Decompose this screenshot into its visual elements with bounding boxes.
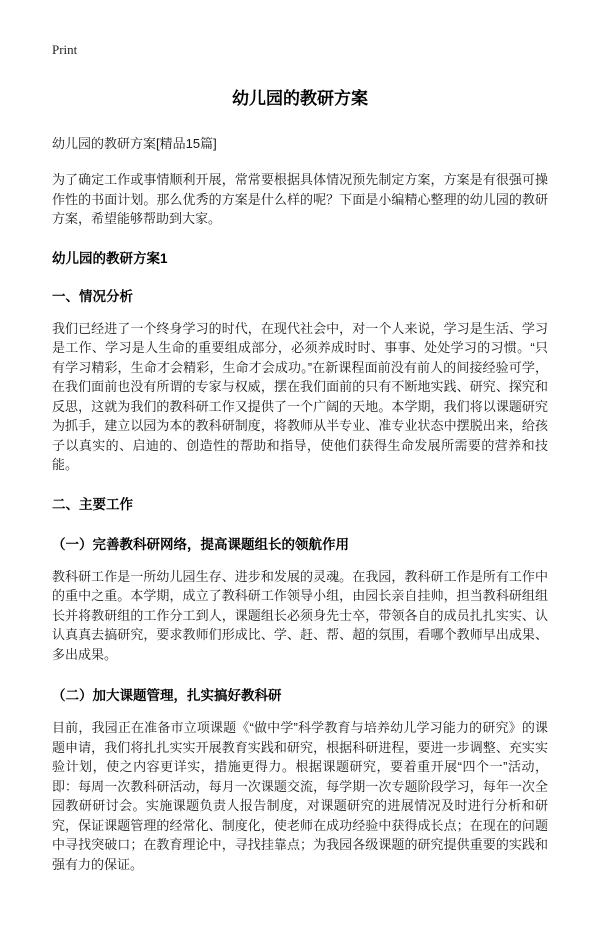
- heading-situation-analysis: 一、情况分析: [52, 288, 133, 304]
- intro-paragraph: 为了确定工作或事情顺利开展，常常要根据具体情况预先制定方案，方案是有很强可操作性的书面计划。那么优秀的方案是什么样的呢？下面是小编精心整理的幼儿园的教研方案，希望能够帮助到大家。: [52, 172, 548, 226]
- heading-main-work: 二、主要工作: [52, 496, 133, 512]
- document-subtitle: 幼儿园的教研方案[精品15篇]: [52, 136, 217, 151]
- section-1-title: 幼儿园的教研方案1: [52, 250, 168, 266]
- paragraph-situation-analysis: 我们已经进了一个终身学习的时代，在现代社会中，对一个人来说，学习是生活、学习是工作、学习是人生命的重要组成部分，必须养成时时、事事、处处学习的习惯。“只有学习精彩，生命才会精彩，生命才会成功。”在新课程面前没有前人的间接经验可学，在我们面前也没有所谓的专家与权威，摆在我们面前的只有不断地实践、研究、探究和反思，这就为我们的教科研工作又提供了一个广阔的天地。本学期，我们将以课题研究为抓手，建立以园为本的教科研制度，将教师从半专业、准专业状态中摆脱出来，给孩子以真实的、启迪的、创造性的帮助和指导，使他们获得生命发展所需要的营养和技能。: [52, 320, 548, 472]
- heading-work-item-2: （二）加大课题管理，扎实搞好教科研: [52, 688, 282, 703]
- document-title: 幼儿园的教研方案: [232, 89, 368, 108]
- paragraph-work-item-2: 目前，我园正在准备市立项课题《“做中学”科学教育与培养幼儿学习能力的研究》的课题申请，我们将扎扎实实开展教育实践和研究，根据科研进程，要进一步调整、充实实验计划，使之内容更详实，措施更得力。根据课题研究，要着重开展“四个一”活动，即：每周一次教科研活动，每月一次课题交流，每学期一次专题阶段学习，每年一次全园教研研讨会。实施课题负责人报告制度，对课题研究的进展情况及时进行分析和研究，保证课题管理的经常化、制度化，使老师在成功经验中获得成长点；在现在的问题中寻找突破口；在教育理论中，寻找挂靠点；为我园各级课题的研究提供重要的实践和强有力的保证。: [52, 720, 548, 872]
- paragraph-work-item-1: 教科研工作是一所幼儿园生存、进步和发展的灵魂。在我园，教科研工作是所有工作中的重中之重。本学期，成立了教科研工作领导小组，由园长亲自挂帅，担当教科研组组长并将教研组的工作分工到人，课题组长必须身先士卒，带领各自的成员扎扎实实、认认真真去搞研究，要求教师们形成比、学、赶、帮、超的氛围，看哪个教师早出成果、多出成果。: [52, 568, 548, 662]
- heading-work-item-1: （一）完善教科研网络，提高课题组长的领航作用: [52, 536, 349, 552]
- print-label: Print: [52, 42, 78, 57]
